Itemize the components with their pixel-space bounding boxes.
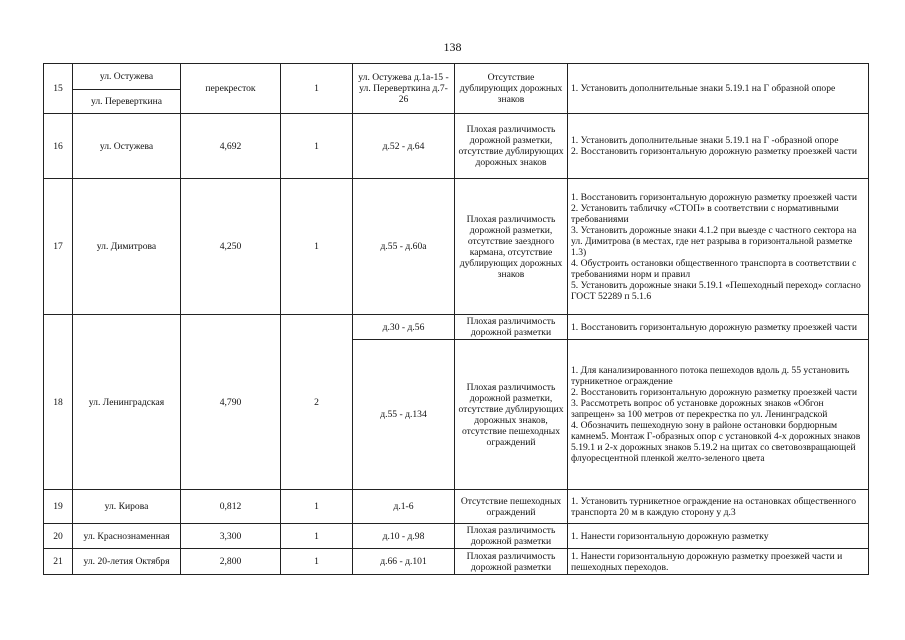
length-value: 4,790 xyxy=(181,315,281,490)
row-number: 21 xyxy=(44,549,73,575)
lanes-value: 1 xyxy=(281,64,353,114)
street-name: ул. Остужева xyxy=(73,64,181,90)
measures-cell xyxy=(568,114,869,179)
page-number: 138 xyxy=(443,40,462,54)
table-row xyxy=(44,549,869,575)
section-range: ул. Остужева д.1а-15 - ул. Переверткина д.7-26 xyxy=(353,64,455,114)
measure-item: 5. Установить дорожные знаки 5.19.1 «Пешеходный переход» согласно ГОСТ 52289 п 5.1.6 xyxy=(571,279,861,302)
measure-item: 1. Восстановить горизонтальную дорожную разметку проезжей части xyxy=(571,191,857,203)
measure-item: 3. Рассмотреть вопрос об установке дорожных знаков «Обгон запрещен» за 100 метров от перекрестка по ул. Ленинградской xyxy=(571,398,828,420)
street-name: ул. Краснознаменная xyxy=(73,524,181,549)
measure-item: 1. Установить дополнительные знаки 5.19.1 на Г образной опоре xyxy=(571,83,836,94)
length-value: 2,800 xyxy=(181,549,281,575)
lanes-value: 1 xyxy=(281,114,353,179)
table-row xyxy=(44,64,869,90)
measure-item: 1. Установить турникетное ограждение на остановках общественного транспорта 20 м в каждую сторону у д.3 xyxy=(571,495,856,518)
issue-text: Плохая различимость дорожной разметки xyxy=(455,524,568,549)
measures-cell xyxy=(568,490,869,524)
measure-item: 1. Установить дополнительные знаки 5.19.1 на Г -образной опоре xyxy=(571,135,839,146)
table-row xyxy=(44,315,869,340)
issue-text: Плохая различимость дорожной разметки xyxy=(455,315,568,340)
table-row xyxy=(44,179,869,315)
section-range: д.52 - д.64 xyxy=(353,114,455,179)
section-range: д.30 - д.56 xyxy=(353,315,455,340)
lanes-value: 1 xyxy=(281,524,353,549)
measure-item: 2. Восстановить горизонтальную дорожную разметку проезжей части xyxy=(571,146,857,157)
street-name: ул. 20-летия Октября xyxy=(73,549,181,575)
lanes-value: 1 xyxy=(281,179,353,315)
section-range: д.10 - д.98 xyxy=(353,524,455,549)
section-range: д.66 - д.101 xyxy=(353,549,455,575)
issue-text: Плохая различимость дорожной разметки, отсутствие заездного кармана, отсутствие дублирующих дорожных знаков xyxy=(455,179,568,315)
street-name: ул. Димитрова xyxy=(73,179,181,315)
measure-item: 2. Восстановить горизонтальную дорожную разметку проезжей части xyxy=(571,387,857,398)
measure-item: 1. Для канализированного потока пешеходов вдоль д. 55 установить турникетное ограждение xyxy=(571,365,850,387)
issue-text: Плохая различимость дорожной разметки, отсутствие дублирующих дорожных знаков xyxy=(455,114,568,179)
measures-cell xyxy=(568,64,869,114)
row-number: 15 xyxy=(44,64,73,114)
length-value: перекресток xyxy=(181,64,281,114)
measure-item: 1. Нанести горизонтальную дорожную разметку xyxy=(571,530,769,542)
measure-item: 1. Нанести горизонтальную дорожную разметку проезжей части и пешеходных переходов. xyxy=(571,550,843,573)
length-value: 4,250 xyxy=(181,179,281,315)
measures-cell xyxy=(568,340,869,490)
issue-text: Плохая различимость дорожной разметки, отсутствие дублирующих дорожных знаков, отсутствие пешеходных ограждений xyxy=(455,340,568,490)
street-name: ул. Ленинградская xyxy=(73,315,181,490)
measures-cell xyxy=(568,524,869,549)
lanes-value: 1 xyxy=(281,490,353,524)
measure-item: 4. Обустроить остановки общественного транспорта в соответствии с требованиями норм и правил xyxy=(571,257,857,280)
lanes-value: 1 xyxy=(281,549,353,575)
measures-cell xyxy=(568,315,869,340)
section-range: д.55 - д.60а xyxy=(353,179,455,315)
measures-cell xyxy=(568,179,869,315)
table-row xyxy=(44,524,869,549)
section-range: д.1-6 xyxy=(353,490,455,524)
roads-table xyxy=(43,63,869,575)
row-number: 20 xyxy=(44,524,73,549)
measure-item: 1. Восстановить горизонтальную дорожную разметку проезжей части xyxy=(571,321,857,333)
row-number: 18 xyxy=(44,315,73,490)
measure-item: 4. Обозначить пешеходную зону в районе остановки бордюрным камнем5. Монтаж Г-образных опор с установкой 4-х дорожных знаков 5.19.1 и 2-х дорожных знаков 5.19.2 на щитах со световозвращающей флуоресцентной пленкой желто-зеленого цвета xyxy=(571,420,861,464)
issue-text: Отсутствие пешеходных ограждений xyxy=(455,490,568,524)
measure-item: 2. Установить табличку «СТОП» в соответствии с нормативными требованиями xyxy=(571,202,839,225)
table-row xyxy=(44,490,869,524)
street-name: ул. Переверткина xyxy=(73,90,181,114)
street-name: ул. Кирова xyxy=(73,490,181,524)
length-value: 0,812 xyxy=(181,490,281,524)
section-range: д.55 - д.134 xyxy=(353,340,455,490)
measures-cell xyxy=(568,549,869,575)
length-value: 4,692 xyxy=(181,114,281,179)
issue-text: Отсутствие дублирующих дорожных знаков xyxy=(455,64,568,114)
row-number: 17 xyxy=(44,179,73,315)
lanes-value: 2 xyxy=(281,315,353,490)
row-number: 16 xyxy=(44,114,73,179)
issue-text: Плохая различимость дорожной разметки xyxy=(455,549,568,575)
street-name: ул. Остужева xyxy=(73,114,181,179)
table-row xyxy=(44,114,869,179)
row-number: 19 xyxy=(44,490,73,524)
measure-item: 3. Установить дорожные знаки 4.1.2 при выезде с частного сектора на ул. Димитрова (в местах, где нет разрыва в горизонтальной разметке 1.3) xyxy=(571,224,857,258)
length-value: 3,300 xyxy=(181,524,281,549)
